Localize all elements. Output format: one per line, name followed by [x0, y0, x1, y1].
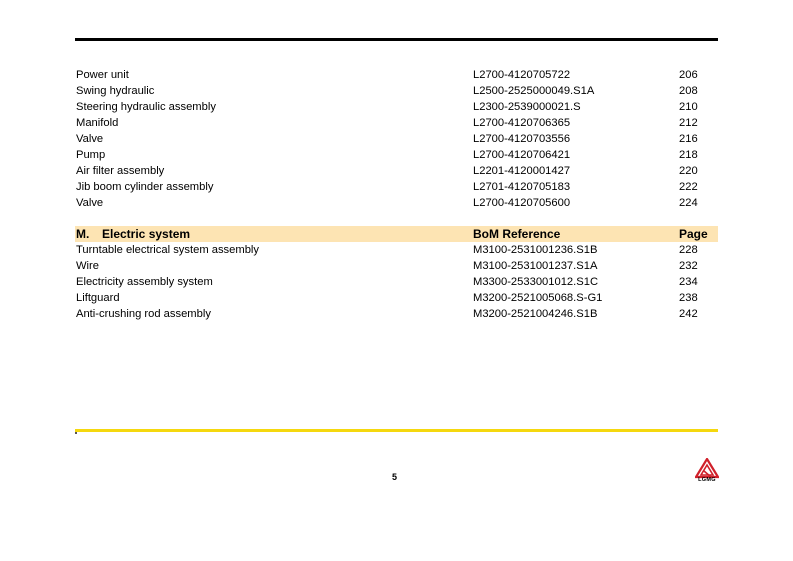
item-page: 206 [679, 69, 698, 81]
item-reference: L2700-4120706365 [473, 117, 571, 129]
item-page: 218 [679, 149, 698, 161]
item-description: Valve [76, 133, 104, 145]
electric-parts-list [76, 242, 718, 322]
list-item[interactable] [76, 67, 718, 83]
column-header-page: Page [679, 227, 708, 241]
section-title-group [76, 226, 190, 242]
item-description: Electricity assembly system [76, 276, 213, 288]
item-description: Pump [76, 149, 106, 161]
item-reference: L2700-4120705722 [473, 69, 571, 81]
footer-rule [75, 429, 718, 432]
item-reference: M3100-2531001236.S1B [473, 244, 598, 256]
item-reference: L2700-4120703556 [473, 133, 571, 145]
list-item[interactable] [76, 83, 718, 99]
item-page: 220 [679, 165, 698, 177]
list-item[interactable] [76, 147, 718, 163]
list-item[interactable] [76, 179, 718, 195]
item-reference: L2201-4120001427 [473, 165, 571, 177]
item-description: Wire [76, 260, 99, 272]
item-page: 242 [679, 308, 698, 320]
item-page: 208 [679, 85, 698, 97]
item-page: 216 [679, 133, 698, 145]
item-page: 210 [679, 101, 698, 113]
list-item[interactable] [76, 242, 718, 258]
item-page: 224 [679, 197, 698, 209]
item-page: 228 [679, 244, 698, 256]
item-description: Power unit [76, 69, 129, 81]
item-reference: M3200-2521004246.S1B [473, 308, 598, 320]
item-description: Manifold [76, 117, 119, 129]
column-header-bom-reference: BoM Reference [473, 227, 561, 241]
item-reference: L2700-4120706421 [473, 149, 571, 161]
list-item[interactable] [76, 274, 718, 290]
item-reference: M3300-2533001012.S1C [473, 276, 599, 288]
list-item[interactable] [76, 99, 718, 115]
list-item[interactable] [76, 131, 718, 147]
list-item[interactable] [76, 290, 718, 306]
footer-rule-mark [75, 432, 77, 434]
item-description: Jib boom cylinder assembly [76, 181, 214, 193]
item-reference: L2701-4120705183 [473, 181, 571, 193]
section-title: Electric system [102, 227, 191, 241]
item-page: 232 [679, 260, 698, 272]
list-item[interactable] [76, 306, 718, 322]
item-page: 222 [679, 181, 698, 193]
item-description: Turntable electrical system assembly [76, 244, 259, 256]
item-page: 234 [679, 276, 698, 288]
item-page: 238 [679, 292, 698, 304]
header-rule [75, 38, 718, 41]
item-description: Valve [76, 197, 104, 209]
item-reference: M3200-2521005068.S-G1 [473, 292, 603, 304]
section-letter: M. [76, 227, 90, 241]
hydraulic-parts-list [76, 67, 718, 211]
list-item[interactable] [76, 163, 718, 179]
item-page: 212 [679, 117, 698, 129]
list-item[interactable] [76, 195, 718, 211]
item-description: Steering hydraulic assembly [76, 101, 216, 113]
item-description: Anti-crushing rod assembly [76, 308, 211, 320]
item-reference: M3100-2531001237.S1A [473, 260, 598, 272]
list-item[interactable] [76, 258, 718, 274]
section-header-electric-system[interactable] [75, 226, 718, 242]
item-description: Swing hydraulic [76, 85, 155, 97]
item-reference: L2700-4120705600 [473, 197, 571, 209]
logo-wordmark: LGMG [698, 477, 716, 483]
item-description: Liftguard [76, 292, 120, 304]
item-reference: L2300-2539000021.S [473, 101, 581, 113]
list-item[interactable] [76, 115, 718, 131]
page-number: 5 [392, 472, 398, 482]
item-reference: L2500-2525000049.S1A [473, 85, 595, 97]
item-description: Air filter assembly [76, 165, 165, 177]
